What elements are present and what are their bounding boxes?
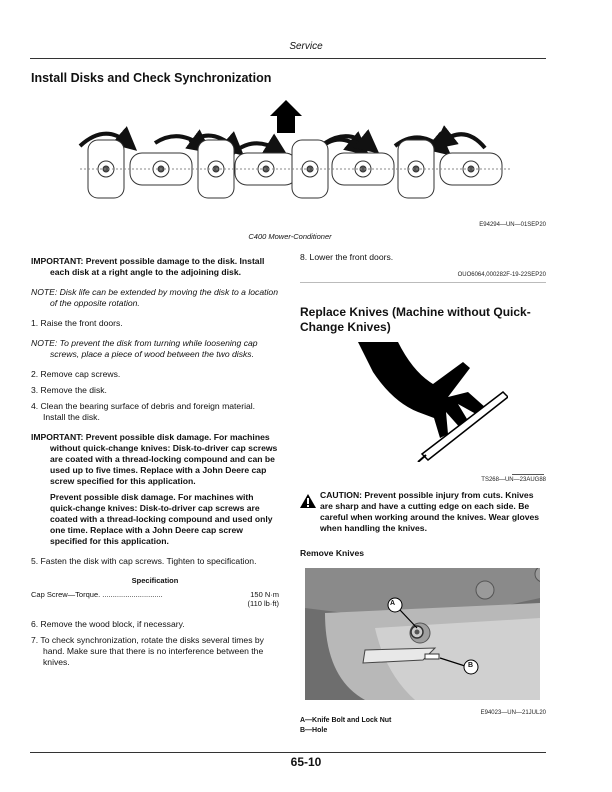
- right-rule: [300, 282, 546, 283]
- spec-table: [31, 589, 279, 611]
- spec-item: Cap Screw—Torque. .............................: [31, 590, 163, 599]
- note-1: NOTE: Disk life can be extended by moving the disk to a location of the opposite rotation.: [31, 287, 278, 308]
- spec-value: 150 N·m: [250, 590, 279, 599]
- footer-rule: [30, 752, 546, 753]
- spec-heading: Specification: [131, 576, 179, 585]
- note-2: NOTE: To prevent the disk from turning while loosening cap screws, place a piece of wood between the two disks.: [31, 338, 258, 359]
- page-number: 65-10: [290, 755, 322, 769]
- callout-a: A: [390, 600, 396, 607]
- mower-disks-illustration: [70, 98, 530, 208]
- hand-ref-rule: [512, 474, 544, 475]
- step-8: 8. Lower the front doors.: [300, 252, 394, 262]
- rotation-arrow: [442, 134, 485, 148]
- spec-value-imperial: (110 lb·ft): [247, 599, 279, 608]
- step-7: 7. To check synchronization, rotate the disks several times by hand. Make sure that there is no interference between the knives.: [31, 635, 264, 667]
- section-title-sync: Install Disks and Check Synchronization: [31, 71, 272, 85]
- header-rule: [30, 58, 546, 59]
- step-5: 5. Fasten the disk with cap screws. Tighten to specification.: [31, 556, 257, 566]
- knife-bolt-photo: [305, 568, 540, 700]
- step-1: 1. Raise the front doors.: [31, 318, 123, 328]
- step-4: 4. Clean the bearing surface of debris and foreign material. Install the disk.: [31, 401, 256, 422]
- step8-ref: OUO6064,000282F-19-22SEP20: [457, 272, 546, 278]
- figure1-ref: E94294—UN—01SEP20: [479, 222, 546, 228]
- hand-cut-warning-icon: [358, 342, 508, 462]
- remove-knives-heading: Remove Knives: [300, 548, 365, 558]
- step-3: 3. Remove the disk.: [31, 385, 107, 395]
- figure1-caption: C400 Mower-Conditioner: [248, 232, 332, 241]
- legend-a: A—Knife Bolt and Lock Nut: [300, 717, 392, 724]
- hand-ref: TS268—UN—23AUG88: [481, 477, 546, 483]
- left-column: [31, 256, 279, 668]
- important-note-2: IMPORTANT: Prevent possible disk damage. For machines without quick-change knives: Disk-to-driver cap screws are coated with a thread-locking compound and can be used up to five times. Replace with a John Deere cap screw specified for this application.: [31, 432, 278, 486]
- warning-triangle-icon: [299, 493, 317, 509]
- important-note-1: IMPORTANT: Prevent possible damage to the disk. Install each disk at a right angle to the adjoining disk.: [31, 256, 265, 277]
- legend-b: B—Hole: [300, 727, 328, 734]
- callout-b: B: [468, 662, 474, 669]
- section-title-knives: Replace Knives (Machine without Quick-Change Knives): [300, 305, 531, 334]
- step-6: 6. Remove the wood block, if necessary.: [31, 619, 185, 629]
- caution-text: CAUTION: Prevent possible injury from cuts. Knives are sharp and have a cutting edge on each side. Be careful when working around the knives. Wear gloves when handling the knives.: [320, 490, 540, 533]
- important-note-2-para2: Prevent possible disk damage. For machines with quick-change knives: Disk-to-driver cap screws are coated with a thread-locking compound and used only one time. Replace with a John Deere cap screw specified for this application.: [50, 492, 273, 546]
- photo-ref: E94023—UN—21JUL20: [480, 710, 546, 716]
- page-header: Service: [289, 41, 323, 52]
- step-2: 2. Remove cap screws.: [31, 369, 121, 379]
- forward-direction-arrow: [270, 100, 302, 133]
